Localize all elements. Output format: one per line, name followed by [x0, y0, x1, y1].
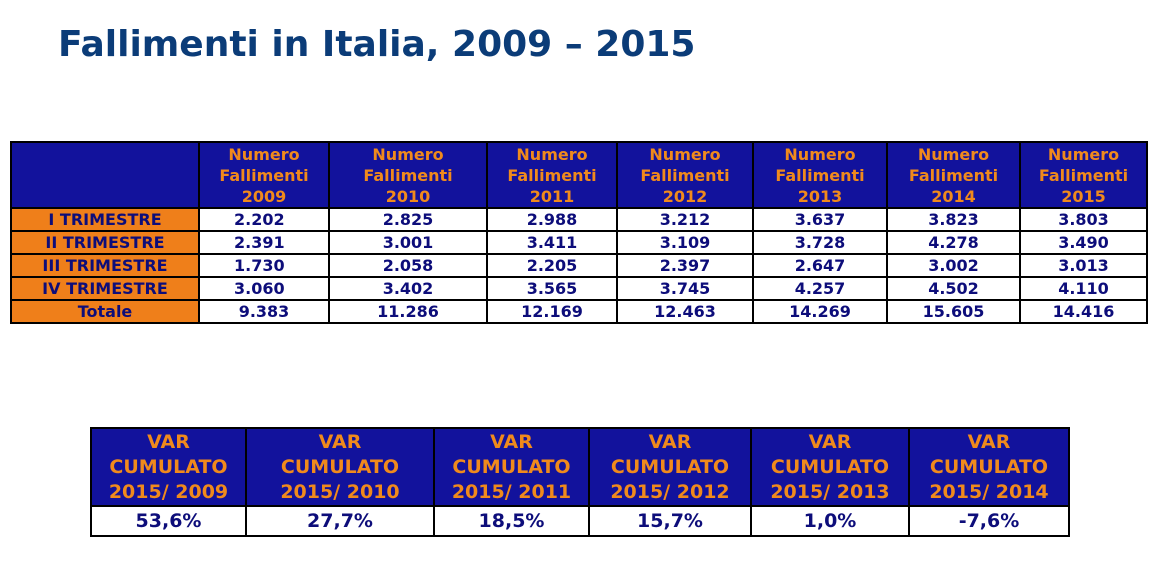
var-header-2015-2014: VAR CUMULATO 2015/ 2014	[909, 428, 1069, 506]
table-cell: 3.565	[487, 277, 617, 300]
table-cell: 14.416	[1020, 300, 1147, 323]
row-label-q3: III TRIMESTRE	[11, 254, 199, 277]
table-cell: 9.383	[199, 300, 329, 323]
table-row	[11, 254, 1147, 277]
table-row	[11, 208, 1147, 231]
table-cell: 1.730	[199, 254, 329, 277]
table-cell: 2.202	[199, 208, 329, 231]
table-cell: 53,6%	[91, 506, 246, 536]
table-cell: 3.001	[329, 231, 487, 254]
table-cell: 4.502	[887, 277, 1020, 300]
row-label-q1: I TRIMESTRE	[11, 208, 199, 231]
var-header-row	[91, 428, 1069, 506]
table-cell: 3.728	[753, 231, 887, 254]
column-header-2009: Numero Fallimenti 2009	[199, 142, 329, 208]
row-label-total: Totale	[11, 300, 199, 323]
table-cell: 3.823	[887, 208, 1020, 231]
table-row	[11, 231, 1147, 254]
row-label-q2: II TRIMESTRE	[11, 231, 199, 254]
table-row-total	[11, 300, 1147, 323]
table-cell: 4.257	[753, 277, 887, 300]
table-cell: 3.060	[199, 277, 329, 300]
table-cell: 3.109	[617, 231, 753, 254]
table-cell: 2.988	[487, 208, 617, 231]
table-cell: 1,0%	[751, 506, 909, 536]
table-cell: 2.647	[753, 254, 887, 277]
table-cell: 2.205	[487, 254, 617, 277]
var-header-2015-2009: VAR CUMULATO 2015/ 2009	[91, 428, 246, 506]
table-cell: 2.058	[329, 254, 487, 277]
table-cell: 3.002	[887, 254, 1020, 277]
page-title: Fallimenti in Italia, 2009 – 2015	[58, 24, 696, 65]
table-cell: 3.402	[329, 277, 487, 300]
table-cell: 2.825	[329, 208, 487, 231]
table-corner-cell	[11, 142, 199, 208]
table-cell: -7,6%	[909, 506, 1069, 536]
table-cell: 2.391	[199, 231, 329, 254]
table-cell: 14.269	[753, 300, 887, 323]
column-header-2011: Numero Fallimenti 2011	[487, 142, 617, 208]
table-cell: 2.397	[617, 254, 753, 277]
var-header-2015-2012: VAR CUMULATO 2015/ 2012	[589, 428, 751, 506]
column-header-2013: Numero Fallimenti 2013	[753, 142, 887, 208]
column-header-2012: Numero Fallimenti 2012	[617, 142, 753, 208]
table-cell: 15.605	[887, 300, 1020, 323]
table-cell: 15,7%	[589, 506, 751, 536]
table-cell: 3.212	[617, 208, 753, 231]
table-cell: 3.411	[487, 231, 617, 254]
row-label-q4: IV TRIMESTRE	[11, 277, 199, 300]
column-header-2014: Numero Fallimenti 2014	[887, 142, 1020, 208]
table-cell: 11.286	[329, 300, 487, 323]
table-cell: 12.463	[617, 300, 753, 323]
var-values-row	[91, 506, 1069, 536]
table-cell: 4.278	[887, 231, 1020, 254]
cumulative-variation-table	[90, 427, 1070, 537]
column-header-2010: Numero Fallimenti 2010	[329, 142, 487, 208]
table-cell: 3.745	[617, 277, 753, 300]
table-cell: 3.013	[1020, 254, 1147, 277]
table-cell: 3.637	[753, 208, 887, 231]
bankruptcies-table	[10, 141, 1148, 324]
table-cell: 3.803	[1020, 208, 1147, 231]
table-cell: 12.169	[487, 300, 617, 323]
var-header-2015-2010: VAR CUMULATO 2015/ 2010	[246, 428, 434, 506]
column-header-2015: Numero Fallimenti 2015	[1020, 142, 1147, 208]
table-row	[11, 277, 1147, 300]
table-cell: 18,5%	[434, 506, 589, 536]
table-cell: 27,7%	[246, 506, 434, 536]
var-header-2015-2011: VAR CUMULATO 2015/ 2011	[434, 428, 589, 506]
table-header-row	[11, 142, 1147, 208]
table-cell: 3.490	[1020, 231, 1147, 254]
table-cell: 4.110	[1020, 277, 1147, 300]
var-header-2015-2013: VAR CUMULATO 2015/ 2013	[751, 428, 909, 506]
